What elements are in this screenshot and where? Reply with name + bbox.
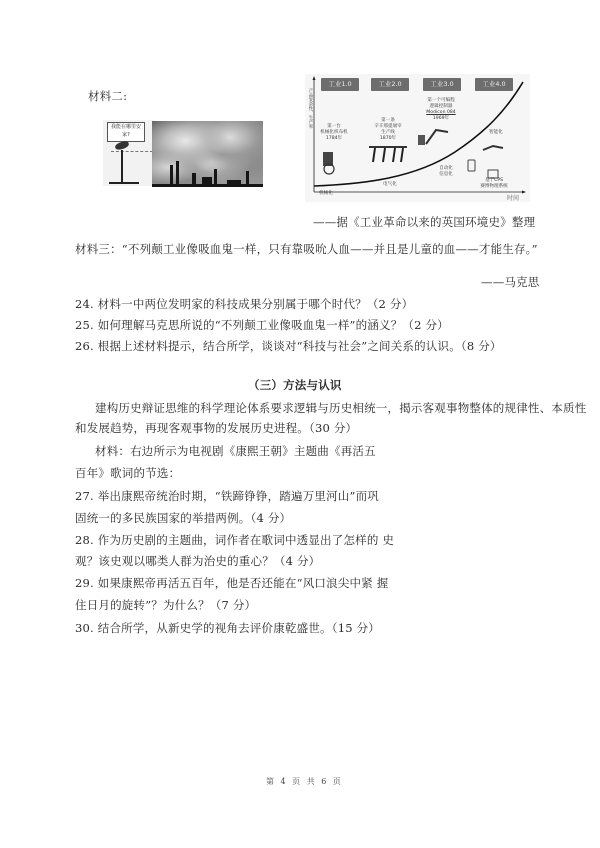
wire (111, 151, 153, 153)
material-three-author: ——马克思 (481, 275, 540, 289)
question-27-line-1: 27. 举出康熙帝统治时期，“铁蹄铮铮，踏遍万里河山”而巩 (75, 489, 379, 503)
question-26: 26. 根据上述材料提示，结合所学，谈谈对“科技与社会”之间关系的认识。（8 分） (75, 339, 502, 353)
material-line-2: 百年》歌词的节选： (75, 466, 181, 480)
speech-bubble: 我能在哪里安家? (107, 122, 145, 142)
section-intro-line-2: 和发展趋势，再现客观事物的发展历史进程。（30 分） (75, 421, 358, 435)
industry-stages-chart (305, 74, 530, 202)
material-three-quote: 材料三：“不列颠工业像吸血鬼一样，只有靠吸吮人血——并且是儿童的血——才能生存。” (75, 242, 538, 256)
question-30: 30. 结合所学，从新史学的视角去评价康乾盛世。（15 分） (75, 621, 380, 635)
section-intro-line-1: 建构历史辩证思维的科学理论体系要求逻辑与历史相统一，揭示客观事物整体的规律性、本质性 (95, 401, 587, 415)
material-two-label: 材料二: (88, 89, 128, 103)
question-28-line-2: 观？该史观以哪类人群为治史的重心？（4 分） (75, 554, 321, 568)
stage-badge-industry-1: 工业1.0 (321, 78, 359, 91)
question-29-line-2: 住日月的旋转”？为什么？（7 分） (75, 598, 257, 612)
ground-line (152, 184, 263, 187)
milestone-industry-2: 第一条 辛辛那提屠宰 生产线 1870年 (374, 118, 402, 141)
ground (109, 182, 139, 184)
question-24: 24. 材料一中两位发明家的科技成果分别属于哪个时代？（2 分） (75, 297, 414, 311)
question-27-line-2: 固统一的多民族国家的举措两例。（4 分） (75, 511, 292, 525)
era-label-mechanization: 机械化 (319, 191, 333, 196)
pole (121, 150, 123, 183)
milestone-industry-3: 第一个可编程 逻辑控制器 Modicon 084 1969年 (426, 98, 456, 121)
stage-badge-industry-3: 工业3.0 (423, 78, 461, 91)
era-label-electrification: 电气化 (383, 182, 397, 187)
era-label-automation: 自动化 信息化 (439, 166, 453, 177)
milestone-industry-4: 基于CPS 赛博物理系统 (480, 178, 508, 189)
bird-on-pole-cartoon (103, 120, 155, 186)
x-axis-label: 时间 (507, 195, 520, 202)
page-indicator: 第 4 页 共 6 页 (266, 777, 343, 786)
question-28-line-1: 28. 作为历史剧的主题曲，词作者在歌词中透显出了怎样的 史 (75, 533, 395, 547)
y-axis-label: 产品复杂性、生产率 (308, 88, 313, 129)
question-29-line-1: 29. 如果康熙帝再活五百年，他是否还能在“风口浪尖中紧 握 (75, 576, 389, 590)
factory-smoke-photo (152, 121, 263, 187)
stage-badge-industry-2: 工业2.0 (371, 78, 409, 91)
era-label-intelligence: 智能化 (489, 130, 503, 135)
section-three-title: （三）方法与认识 (248, 378, 342, 392)
milestone-industry-1: 第一台 机械化织布机 1784年 (320, 124, 348, 141)
chart-source-citation: ——据《工业革命以来的英国环境史》整理 (313, 215, 536, 229)
question-25: 25. 如何理解马克思所说的“不列颠工业像吸血鬼一样”的涵义？（2 分） (75, 318, 449, 332)
material-line-1: 材料：右边所示为电视剧《康熙王朝》主题曲《再活五 (95, 444, 376, 458)
stage-badge-industry-4: 工业4.0 (475, 78, 513, 91)
